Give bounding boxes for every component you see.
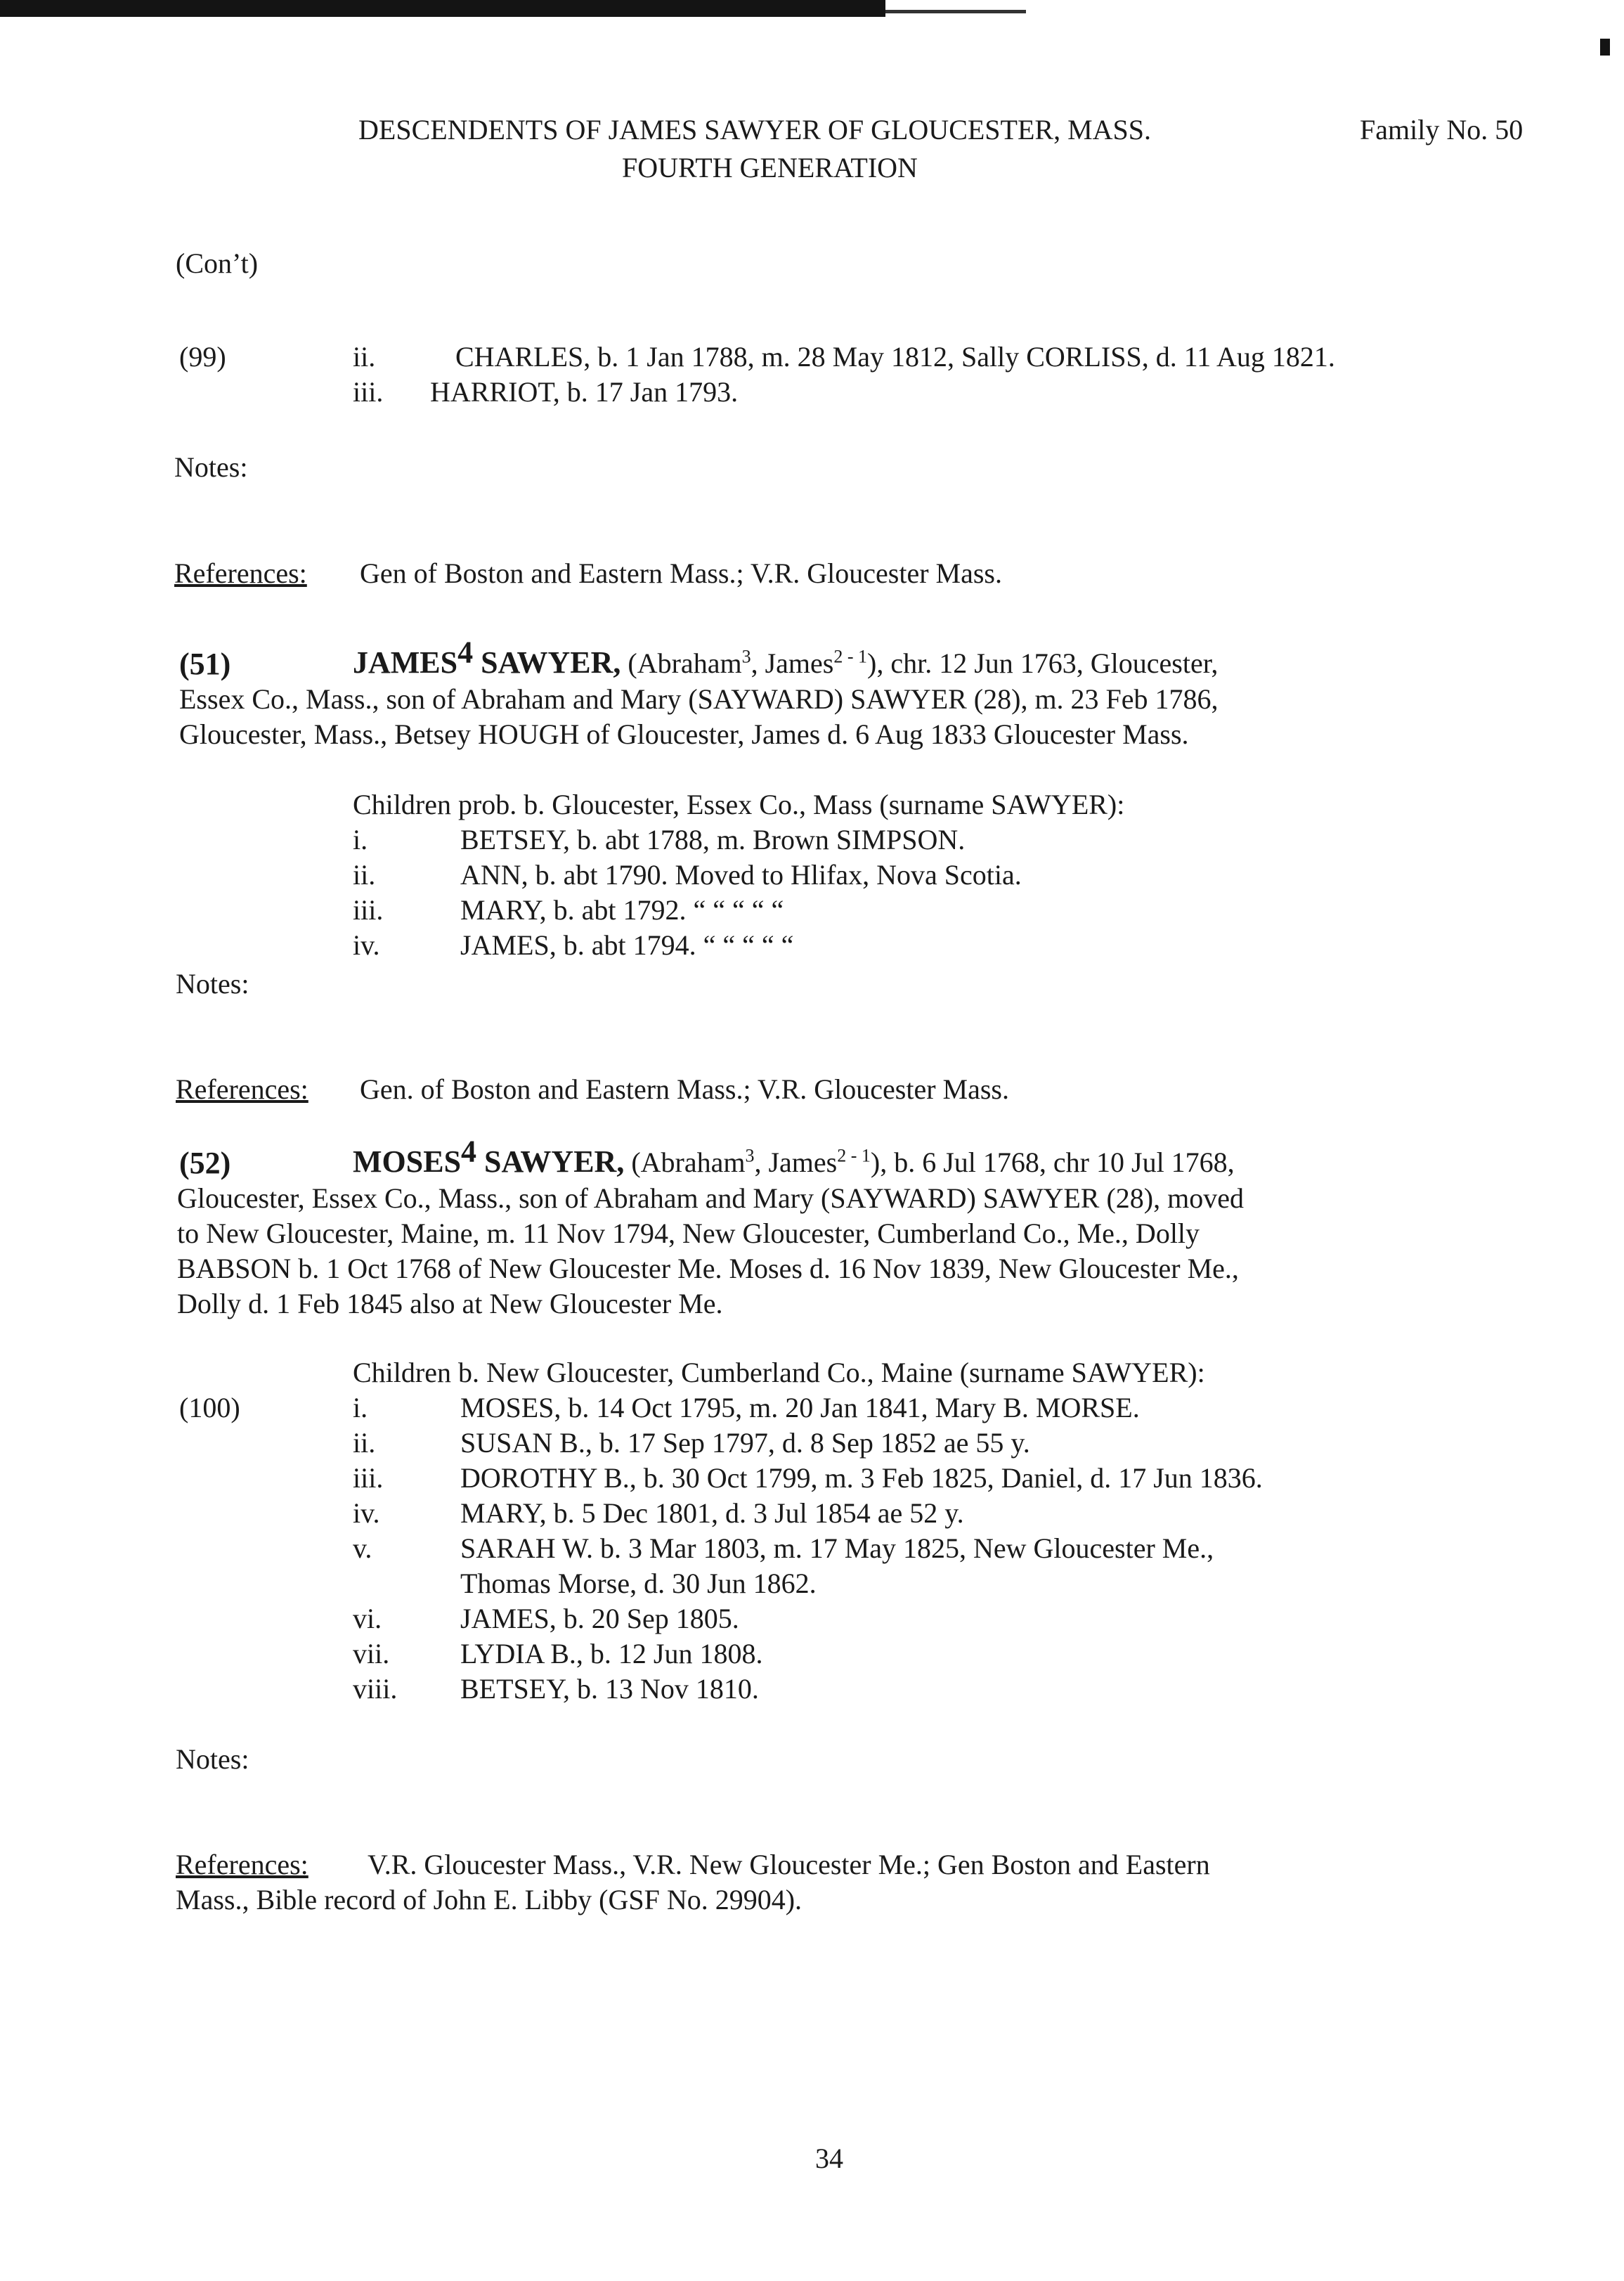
child-entry: MOSES, b. 14 Oct 1795, m. 20 Jan 1841, Mary B. MORSE. [460,1392,1140,1423]
child-entry: SARAH W. b. 3 Mar 1803, m. 17 May 1825, New Gloucester Me., [460,1532,1214,1564]
parentage: (Abraham [628,647,742,679]
family-52-line: Gloucester, Essex Co., Mass., son of Abraham and Mary (SAYWARD) SAWYER (28), moved [177,1182,1244,1214]
child-roman: iii. [353,894,384,926]
child-roman: ii. [353,1427,376,1459]
references-label: References: [176,1849,308,1880]
document-title: DESCENDENTS OF JAMES SAWYER OF GLOUCESTER, MASS. [358,114,1152,146]
child-roman: vi. [353,1603,382,1634]
scan-edge-bar [0,0,885,17]
child-entry: BETSEY, b. 13 Nov 1810. [460,1673,759,1705]
child-entry: HARRIOT, b. 17 Jan 1793. [430,376,739,408]
children-intro: Children prob. b. Gloucester, Essex Co., Mass (surname SAWYER): [353,789,1125,820]
family-51-heading: JAMES$^4$ SAWYER, (Abraham$^3$, James$^{2 - 1}$), chr. 12 Jun 1763, Gloucester, [353,635,1219,680]
child-roman: iv. [353,929,380,961]
family-51-line: Gloucester, Mass., Betsey HOUGH of Gloucester, James d. 6 Aug 1833 Gloucester Mass. [179,718,1189,750]
notes-label: Notes: [176,968,249,1000]
child-entry: MARY, b. 5 Dec 1801, d. 3 Jul 1854 ae 52 y. [460,1497,964,1529]
references-text-continued: Mass., Bible record of John E. Libby (GSF No. 29904). [176,1884,803,1915]
child-roman: iv. [353,1497,380,1529]
child-roman: iii. [353,1462,384,1494]
generation-title: FOURTH GENERATION [622,152,918,183]
person-surname: SAWYER, [473,645,621,680]
generation-superscript: 4 [457,635,474,670]
family-52-heading: MOSES$^4$ SAWYER, (Abraham$^3$, James$^{2 - 1}$), b. 6 Jul 1768, chr 10 Jul 1768, [353,1134,1235,1179]
child-entry: ANN, b. abt 1790. Moved to Hlifax, Nova Scotia. [460,859,1022,891]
family-52-line: BABSON b. 1 Oct 1768 of New Gloucester Me. Moses d. 16 Nov 1839, New Gloucester Me., [177,1253,1239,1284]
child-entry: SUSAN B., b. 17 Sep 1797, d. 8 Sep 1852 ae 55 y. [460,1427,1030,1459]
person-name: MOSES [353,1144,462,1179]
child-reference-number: (99) [179,341,226,373]
child-entry: MARY, b. abt 1792. “ “ “ “ “ [460,894,784,926]
child-roman: i. [353,1392,368,1423]
family-52-line: to New Gloucester, Maine, m. 11 Nov 1794, New Gloucester, Cumberland Co., Me., Dolly [177,1217,1200,1249]
scan-edge-line [885,10,1026,13]
children-intro: Children b. New Gloucester, Cumberland Co., Maine (surname SAWYER): [353,1357,1205,1388]
continued-label: (Con’t) [176,247,259,279]
person-name: JAMES [353,645,458,680]
child-entry: CHARLES, b. 1 Jan 1788, m. 28 May 1812, Sally CORLISS, d. 11 Aug 1821. [455,341,1335,373]
child-roman: i. [353,824,368,855]
parentage: (Abraham [631,1146,746,1178]
family-52-line: Dolly d. 1 Feb 1845 also at New Gloucester Me. [177,1288,723,1319]
child-roman: vii. [353,1638,390,1669]
child-roman: viii. [353,1673,398,1705]
scan-mark [1600,39,1610,56]
page-number: 34 [815,2143,843,2174]
notes-label: Notes: [174,451,248,483]
child-entry: DOROTHY B., b. 30 Oct 1799, m. 3 Feb 1825, Daniel, d. 17 Jun 1836. [460,1462,1263,1494]
references-text: Gen of Boston and Eastern Mass.; V.R. Gloucester Mass. [360,557,1002,589]
references-label: References: [174,557,307,589]
child-entry-continued: Thomas Morse, d. 30 Jun 1862. [460,1568,817,1599]
child-entry: LYDIA B., b. 12 Jun 1808. [460,1638,763,1669]
references-label: References: [176,1073,308,1105]
child-roman: v. [353,1532,372,1564]
child-entry: BETSEY, b. abt 1788, m. Brown SIMPSON. [460,824,966,855]
notes-label: Notes: [176,1743,249,1775]
person-surname: SAWYER, [476,1144,625,1179]
family-number-52: (52) [179,1146,231,1180]
child-entry: JAMES, b. 20 Sep 1805. [460,1603,739,1634]
family-number: Family No. 50 [1360,114,1524,146]
generation-superscript: 4 [461,1134,477,1169]
child-reference-number: (100) [179,1392,240,1423]
child-roman: ii. [353,859,376,891]
family-51-line: Essex Co., Mass., son of Abraham and Mary (SAYWARD) SAWYER (28), m. 23 Feb 1786, [179,683,1219,715]
references-text: Gen. of Boston and Eastern Mass.; V.R. Gloucester Mass. [360,1073,1009,1105]
family-number-51: (51) [179,647,231,681]
references-text: V.R. Gloucester Mass., V.R. New Gloucester Me.; Gen Boston and Eastern [368,1849,1210,1880]
child-roman: ii. [353,341,376,373]
child-roman: iii. [353,376,384,408]
child-entry: JAMES, b. abt 1794. “ “ “ “ “ [460,929,794,961]
